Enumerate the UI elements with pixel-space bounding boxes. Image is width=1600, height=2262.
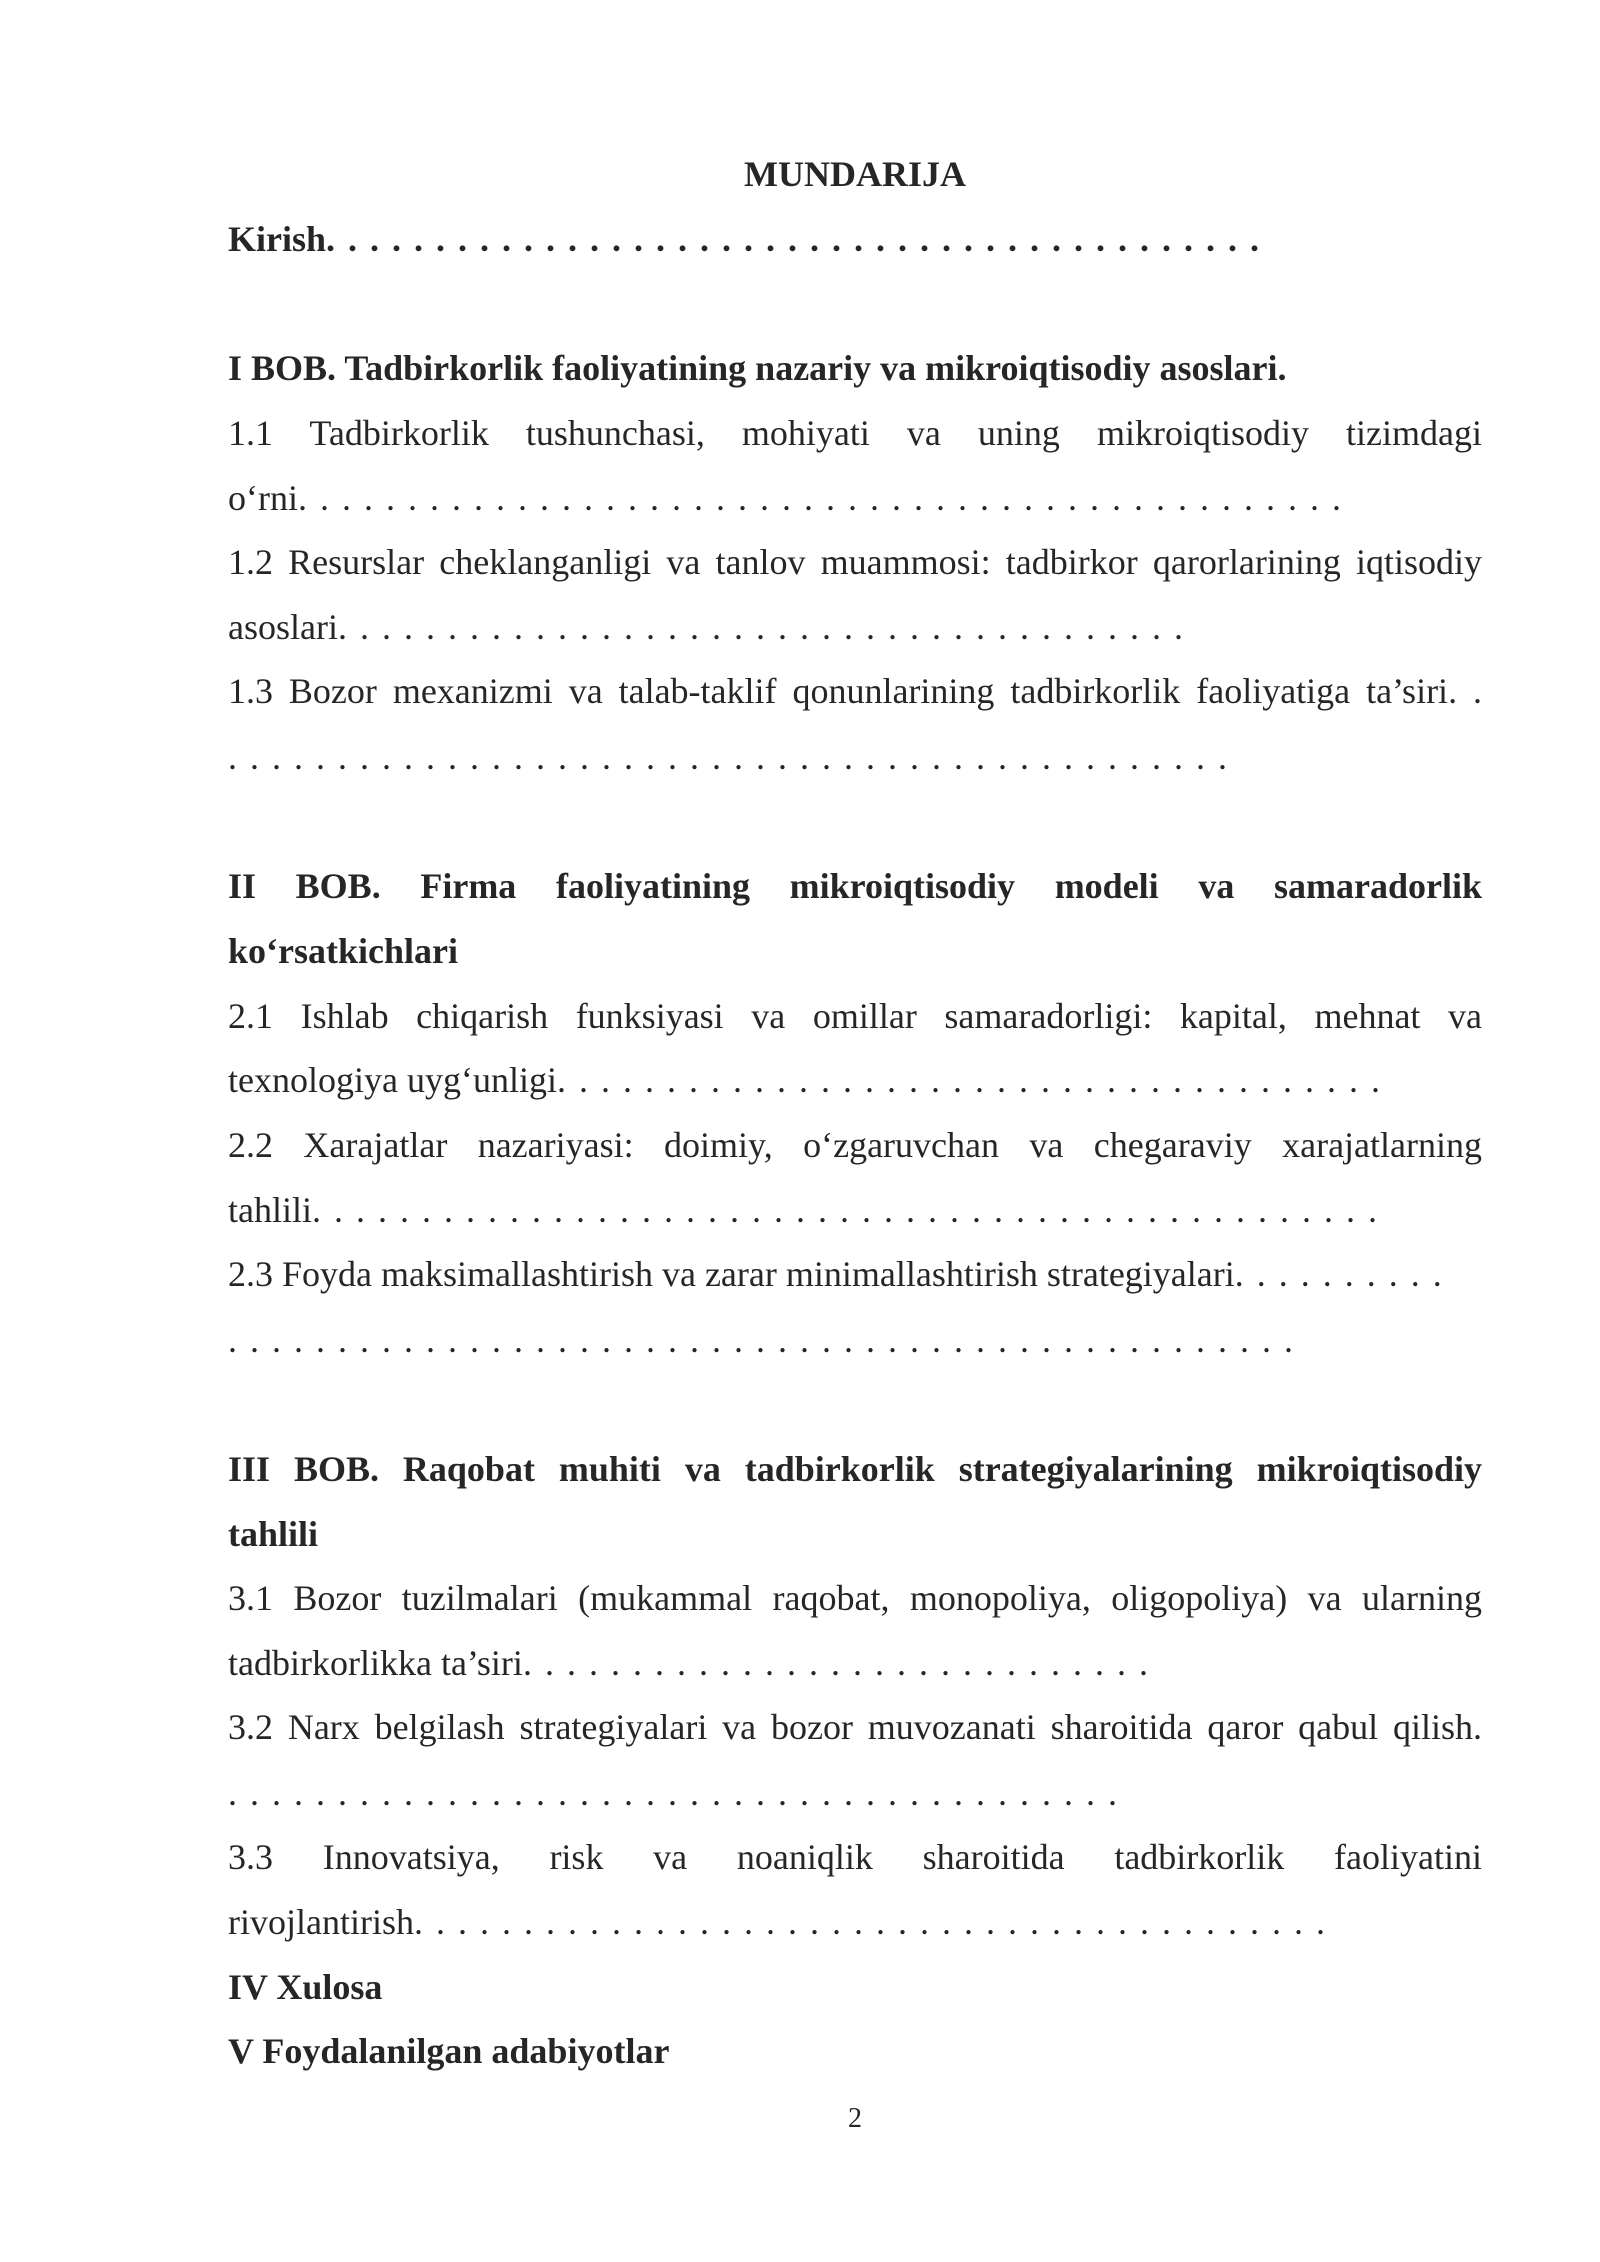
chapter-2-heading-line2: ko‘rsatkichlari: [228, 931, 458, 971]
section-2-3-dots: . . . . . . . . . . . . . . . . . . . . . . . . . . . . . . . . . . . . . . . . . . . . . . . . .: [228, 1320, 1295, 1360]
section-3-1-dots: . . . . . . . . . . . . . . . . . . . . . . . . . . . . .: [522, 1643, 1150, 1683]
section-1-2-dots: . . . . . . . . . . . . . . . . . . . . . . . . . . . . . . . . . . . . . . .: [337, 607, 1185, 647]
chapter-3-heading-line2: tahlili: [228, 1514, 319, 1554]
section-3-2-dots: . . . . . . . . . . . . . . . . . . . . . . . . . . . . . . . . . . . . . . . . .: [228, 1773, 1119, 1813]
section-2-1-line2: texnologiya uyg‘unligi. . . . . . . . . . . . . . . . . . . . . . . . . . . . . . . . . . . . . .: [228, 1060, 1382, 1100]
toc-entry-intro: [228, 217, 1482, 261]
document-page: [228, 0, 1482, 2262]
section-3-3-line1: 3.3 Innovatsiya, risk va noaniqlik sharoitida tadbirkorlik faoliyatini: [228, 1837, 1482, 1877]
intro-label: Kirish: [228, 219, 327, 259]
section-2-2-dots: . . . . . . . . . . . . . . . . . . . . . . . . . . . . . . . . . . . . . . . . . . . . . . . . .: [312, 1190, 1379, 1230]
toc-entry-references: V Foydalanilgan adabiyotlar: [228, 2031, 670, 2071]
section-2-3-line1: 2.3 Foyda maksimallashtirish va zarar minimallashtirish strategiyalari. . . . . . . . . .: [228, 1254, 1444, 1294]
toc-title: MUNDARIJA: [744, 154, 966, 194]
intro-dots: . . . . . . . . . . . . . . . . . . . . . . . . . . . . . . . . . . . . . . . . . . .: [326, 219, 1262, 259]
section-1-3-line1: 1.3 Bozor mexanizmi va talab-taklif qonunlarining tadbirkorlik faoliyatiga ta’siri. .: [228, 671, 1482, 711]
section-1-2-line1: 1.2 Resurslar cheklanganligi va tanlov muammosi: tadbirkor qarorlarining iqtisodiy: [228, 542, 1482, 582]
section-1-1-dots: . . . . . . . . . . . . . . . . . . . . . . . . . . . . . . . . . . . . . . . . . . . . . . . .: [297, 478, 1343, 518]
toc-entry-conclusion: IV Xulosa: [228, 1967, 383, 2007]
chapter-1-heading: I BOB. Tadbirkorlik faoliyatining nazariy va mikroiqtisodiy asoslari.: [228, 348, 1287, 388]
section-2-1-dots: . . . . . . . . . . . . . . . . . . . . . . . . . . . . . . . . . . . . . .: [556, 1060, 1382, 1100]
section-3-1-line2: tadbirkorlikka ta’siri. . . . . . . . . . . . . . . . . . . . . . . . . . . . .: [228, 1643, 1150, 1683]
section-1-2-line2: asoslari. . . . . . . . . . . . . . . . . . . . . . . . . . . . . . . . . . . . . . .: [228, 607, 1185, 647]
page-number: 2: [848, 2103, 862, 2134]
section-3-1-line1: 3.1 Bozor tuzilmalari (mukammal raqobat, monopoliya, oligopoliya) va ularning: [228, 1578, 1482, 1618]
chapter-2-heading-line1: II BOB. Firma faoliyatining mikroiqtisodiy modeli va samaradorlik: [228, 866, 1482, 906]
section-2-2-line2: tahlili. . . . . . . . . . . . . . . . . . . . . . . . . . . . . . . . . . . . . . . . . . . . . . . . .: [228, 1190, 1379, 1230]
section-3-3-line2: rivojlantirish. . . . . . . . . . . . . . . . . . . . . . . . . . . . . . . . . . . . . . . . . .: [228, 1902, 1327, 1942]
section-1-3-dots: . . . . . . . . . . . . . . . . . . . . . . . . . . . . . . . . . . . . . . . . . . . . . .: [228, 737, 1229, 777]
section-2-1-line1: 2.1 Ishlab chiqarish funksiyasi va omillar samaradorligi: kapital, mehnat va: [228, 996, 1482, 1036]
section-3-3-dots: . . . . . . . . . . . . . . . . . . . . . . . . . . . . . . . . . . . . . . . . . .: [413, 1902, 1327, 1942]
section-1-1-line2: o‘rni. . . . . . . . . . . . . . . . . . . . . . . . . . . . . . . . . . . . . . . . . . . . . . . .: [228, 478, 1343, 518]
section-1-1-line1: 1.1 Tadbirkorlik tushunchasi, mohiyati va uning mikroiqtisodiy tizimdagi: [228, 413, 1482, 453]
section-2-3-inline-dots: . . . . . . . . . .: [1234, 1254, 1444, 1294]
section-2-2-line1: 2.2 Xarajatlar nazariyasi: doimiy, o‘zgaruvchan va chegaraviy xarajatlarning: [228, 1125, 1482, 1165]
chapter-3-heading-line1: III BOB. Raqobat muhiti va tadbirkorlik strategiyalarining mikroiqtisodiy: [228, 1449, 1482, 1489]
section-3-2-line1: 3.2 Narx belgilash strategiyalari va bozor muvozanati sharoitida qaror qabul qilish.: [228, 1707, 1482, 1747]
